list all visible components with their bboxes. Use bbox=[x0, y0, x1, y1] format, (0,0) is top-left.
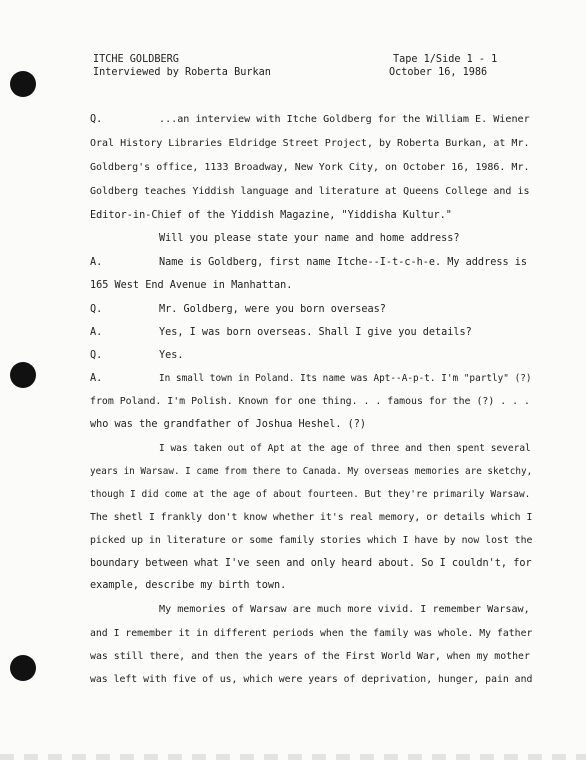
transcript-line: picked up in literature or some family stories which I have by now lost the bbox=[90, 535, 533, 546]
interviewee-name: ITCHE GOLDBERG bbox=[93, 54, 179, 65]
transcript-line: Yes, I was born overseas. Shall I give you details? bbox=[159, 327, 472, 338]
transcript-line: Editor-in-Chief of the Yiddish Magazine, "Yiddisha Kultur." bbox=[90, 210, 452, 221]
transcript-line: Mr. Goldberg, were you born overseas? bbox=[159, 304, 386, 315]
transcript-line: was left with five of us, which were years of deprivation, hunger, pain and bbox=[90, 674, 533, 685]
transcript-line: In small town in Poland. Its name was Apt--A-p-t. I'm "partly" (?) bbox=[159, 373, 532, 384]
tape-side-label: Tape 1/Side 1 - 1 bbox=[393, 54, 498, 65]
transcript-line: Oral History Libraries Eldridge Street Project, by Roberta Burkan, at Mr. bbox=[90, 138, 530, 149]
transcript-line: Goldberg's office, 1133 Broadway, New York City, on October 16, 1986. Mr. bbox=[90, 162, 530, 173]
transcript-line: years in Warsaw. I came from there to Canada. My overseas memories are sketchy, bbox=[90, 466, 533, 477]
transcript-line: example, describe my birth town. bbox=[90, 580, 287, 591]
transcript-line: Name is Goldberg, first name Itche--I-t-c-h-e. My address is bbox=[159, 257, 528, 268]
transcript-line: was still there, and then the years of the First World War, when my mother bbox=[90, 651, 530, 662]
transcript-line: who was the grandfather of Joshua Heshel. (?) bbox=[90, 419, 367, 430]
interviewer-line: Interviewed by Roberta Burkan bbox=[93, 67, 271, 78]
punch-hole-bottom bbox=[10, 655, 36, 681]
transcript-line: boundary between what I've seen and only heard about. So I couldn't, for bbox=[90, 558, 532, 569]
transcript-line: My memories of Warsaw are much more vivid. I remember Warsaw, bbox=[159, 604, 530, 615]
transcript-line: I was taken out of Apt at the age of three and then spent several bbox=[159, 443, 531, 454]
transcript-line: though I did come at the age of about fourteen. But they're primarily Warsaw. bbox=[90, 489, 531, 500]
punch-hole-top bbox=[10, 71, 36, 97]
transcript-line: Goldberg teaches Yiddish language and literature at Queens College and is bbox=[90, 186, 530, 197]
transcript-line: from Poland. I'm Polish. Known for one thing. . . famous for the (?) . . . bbox=[90, 396, 530, 407]
speaker-label: Q. bbox=[90, 350, 103, 361]
transcript-line: 165 West End Avenue in Manhattan. bbox=[90, 280, 293, 291]
scan-artifact-strip bbox=[0, 754, 586, 760]
speaker-label: A. bbox=[90, 373, 103, 384]
interview-date: October 16, 1986 bbox=[389, 67, 488, 78]
speaker-label: Q. bbox=[90, 304, 103, 315]
speaker-label: A. bbox=[90, 327, 103, 338]
transcript-line: and I remember it in different periods when the family was whole. My father bbox=[90, 628, 533, 639]
transcript-line: Will you please state your name and home address? bbox=[159, 233, 460, 244]
punch-hole-middle bbox=[10, 362, 36, 388]
transcript-line: The shetl I frankly don't know whether it's real memory, or details which I bbox=[90, 512, 533, 523]
transcript-line: Yes. bbox=[159, 350, 184, 361]
speaker-label: Q. bbox=[90, 114, 103, 125]
transcript-line: ...an interview with Itche Goldberg for the William E. Wiener bbox=[159, 114, 530, 125]
speaker-label: A. bbox=[90, 257, 103, 268]
